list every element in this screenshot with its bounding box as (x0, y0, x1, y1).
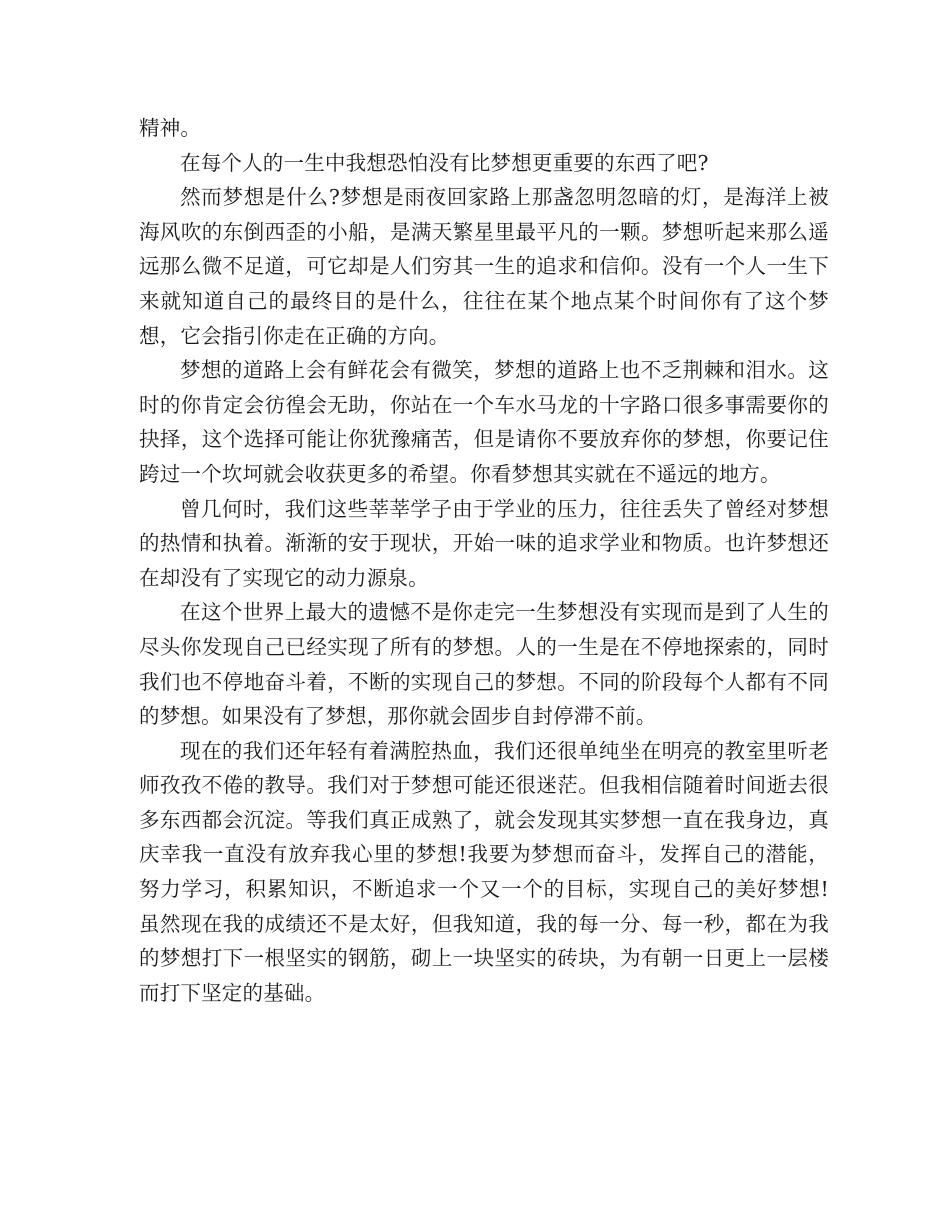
paragraph: 曾几何时，我们这些莘莘学子由于学业的压力，往往丢失了曾经对梦想的热情和执着。渐渐的安于现状，开始一味的追求学业和物质。也许梦想还在却没有了实现它的动力源泉。 (139, 496, 829, 590)
paragraph: 在每个人的一生中我想恐怕没有比梦想更重要的东西了吧? (180, 150, 709, 175)
paragraph-continuation: 精神。 (139, 116, 202, 140)
document-body (139, 111, 829, 1010)
paragraph: 在这个世界上最大的遗憾不是你走完一生梦想没有实现而是到了人生的尽头你发现自己已经实现了所有的梦想。人的一生是在不停地探索的，同时我们也不停地奋斗着，不断的实现自己的梦想。不同的阶段每个人都有不同的梦想。如果没有了梦想，那你就会固步自封停滞不前。 (139, 600, 829, 729)
paragraph: 然而梦想是什么?梦想是雨夜回家路上那盏忽明忽暗的灯，是海洋上被海风吹的东倒西歪的小船，是满天繁星里最平凡的一颗。梦想听起来那么遥远那么微不足道，可它却是人们穷其一生的追求和信仰。没有一个人一生下来就知道自己的最终目的是什么，往往在某个地点某个时间你有了这个梦想，它会指引你走在正确的方向。 (139, 185, 829, 348)
paragraph: 梦想的道路上会有鲜花会有微笑，梦想的道路上也不乏荆棘和泪水。这时的你肯定会彷徨会无助，你站在一个车水马龙的十字路口很多事需要你的抉择，这个选择可能让你犹豫痛苦，但是请你不要放弃你的梦想，你要记住跨过一个坎坷就会收获更多的希望。你看梦想其实就在不遥远的地方。 (139, 358, 829, 486)
paragraph: 现在的我们还年轻有着满腔热血，我们还很单纯坐在明亮的教室里听老师孜孜不倦的教导。我们对于梦想可能还很迷茫。但我相信随着时间逝去很多东西都会沉淀。等我们真正成熟了，就会发现其实梦想一直在我身边，真庆幸我一直没有放弃我心里的梦想!我要为梦想而奋斗，发挥自己的潜能，努力学习，积累知识，不断追求一个又一个的目标，实现自己的美好梦想!虽然现在我的成绩还不是太好，但我知道，我的每一分、每一秒，都在为我的梦想打下一根坚实的钢筋，砌上一块坚实的砖块，为有朝一日更上一层楼而打下坚定的基础。 (139, 738, 829, 1005)
